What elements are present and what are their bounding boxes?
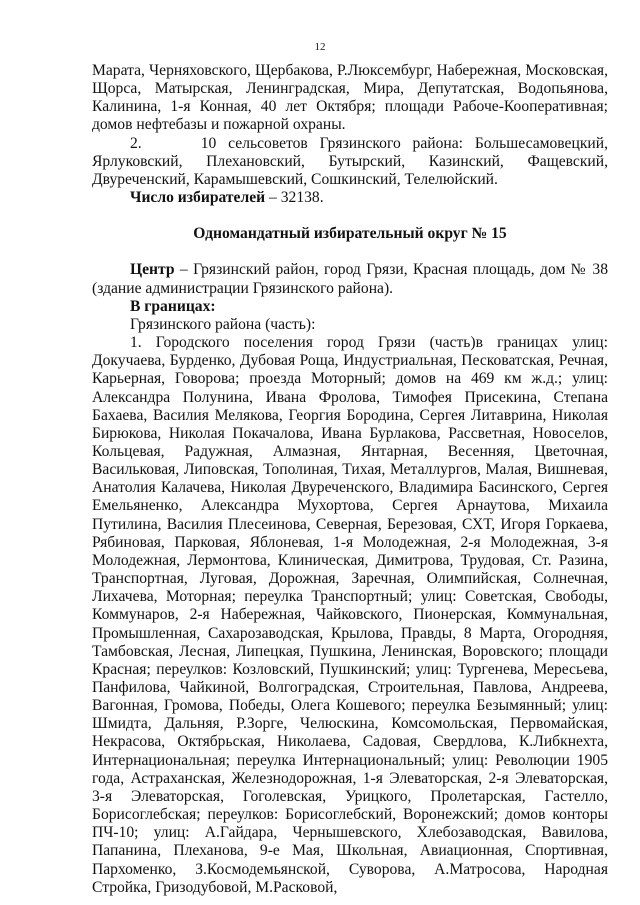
center-label: Центр [130,261,175,279]
streets-list: 1. Городского поселения город Грязи (часть)в границах улиц: Докучаева, Бурденко, Дубовая Роща, Индустриальная, Песковатская, Речная, Карьерная, Говорова; проезда Моторный; домов на 469 км ж.д.; улиц: Александра Полунина, Ивана Фролова, Тимофея Присекина, Степана Бахаева, Василия Мелякова, Георгия Бородина, Сергея Литаврина, Николая Бирюкова, Николая Покачалова, Ивана Бурлакова, Рассветная, Новоселов, Кольцевая, Радужная, Алмазная, Янтарная, Весенняя, Цветочная, Васильковая, Липовская, Тополиная, Тихая, Металлургов, Малая, Вишневая, Анатолия Калачева, Николая Двуреченского, Владимира Басинского, Сергея Емельяненко, Александра Мухортова, Сергея Арнаутова, Михаила Путилина, Василия Плесеинова, Северная, Березовая, СХТ, Игоря Горкаева, Рябиновая, Парковая, Яблоневая, 1-я Молодежная, 2-я Молодежная, 3-я Молодежная, Лермонтова, Клиническая, Димитрова, Трудовая, Ст. Разина, Транспортная, Луговая, Дорожная, Заречная, Олимпийская, Солнечная, Лихачева, Моторная; переулка Транспортный; улиц: Советская, Свободы, Коммунаров, 2-я Набережная, Чайковского, Пионерская, Коммунальная, Промышленная, Сахарозаводская, Крылова, Правды, 8 Марта, Огородняя, Тамбовская, Лесная, Липецкая, Пушкина, Ленинская, Воровского; площади Красная; переулков: Козловский, Пушкинский; улиц: Тургенева, Мересьева, Панфилова, Чайкиной, Волгоградская, Строительная, Павлова, Андреева, Вагонная, Громова, Победы, Олега Кошевого; переулка Безымянный; улиц: Шмидта, Дальняя, Р.Зорге, Челюскина, Комсомольская, Первомайская, Некрасова, Октябрьская, Николаева, Садовая, Свердлова, К.Либкнехта, Интернациональная; переулка Интернациональный; улиц: Революции 1905 года, Астраханская, Железнодорожная, 1-я Элеваторская, 2-я Элеваторская, 3-я Элеваторская, Гоголевская, Урицкого, Пролетарская, Гастелло, Борисоглебская; переулков: Борисоглебский, Воронежский; домов конторы ПЧ-10; улиц: А.Гайдара, Чернышевского, Хлебозаводская, Вавилова, Папанина, Плеханова, 9-е Мая, Школьная, Авиационная, Спортивная, Пархоменко, З.Космодемьянской, Суворова, А.Матросова, Народная Стройка, Гризодубовой, М.Расковой, [92,334,608,896]
center-paragraph [92,261,608,297]
voters-label: Число избирателей [130,189,266,207]
center-text: – Грязинский район, город Грязи, Красная площадь, дом № 38 (здание администрации Грязинского района). [92,261,608,297]
voters-value: – 32138. [265,189,324,207]
page-number: 12 [314,41,326,53]
part-label: Грязинского района (часть): [130,315,316,333]
voters-line [92,189,608,207]
intro-paragraph: Марата, Черняховского, Щербакова, Р.Люксембург, Набережная, Московская, Щорса, Матырская, Ленинградская, Мира, Депутатская, Водопьянова, Калинина, 1-я Конная, 40 лет Октября; площади Рабоче-Кооперативная; домов нефтебазы и пожарной охраны. [92,62,608,134]
district-heading: Одномандатный избирательный округ № 15 [193,225,507,243]
bounds-label: В границах: [130,297,216,315]
list-item-2: 2. 10 сельсоветов Грязинского района: Большесамовецкий, Ярлуковский, Плехановский, Бутырский, Казинский, Фащевский, Двуреченский, Карамышевский, Сошкинский, Телелюйский. [92,134,608,188]
document-body [92,62,608,897]
